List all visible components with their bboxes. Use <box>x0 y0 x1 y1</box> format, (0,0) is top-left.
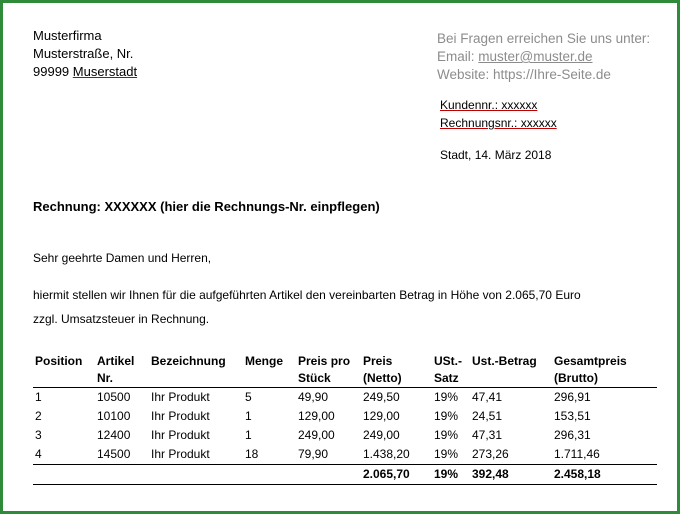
cell-vat-rate: 19% <box>434 428 459 442</box>
cell-empty <box>149 465 243 485</box>
table-row <box>33 426 657 445</box>
cell-vat-amount: 47,31 <box>472 428 503 442</box>
col-header-description: Bezeichnung <box>149 353 243 388</box>
cell-article: 10100 <box>97 409 131 423</box>
sender-city-line <box>33 63 137 81</box>
customer-number: Kundennr.: xxxxxx <box>440 98 538 112</box>
cell-gross: 296,31 <box>554 428 591 442</box>
cell-description: Ihr Produkt <box>151 428 210 442</box>
contact-website-label: Website: <box>437 67 490 82</box>
col-header-vat-rate: USt.- Satz <box>432 353 470 388</box>
sender-company: Musterfirma <box>33 28 102 43</box>
col-header-position: Position <box>33 353 95 388</box>
cell-vat-amount: 24,51 <box>472 409 503 423</box>
contact-email-link[interactable]: muster@muster.de <box>478 49 593 64</box>
cell-net: 129,00 <box>363 409 400 423</box>
cell-position: 2 <box>35 409 42 423</box>
invoice-date: Stadt, 14. März 2018 <box>440 148 552 162</box>
cell-unit-price: 49,90 <box>298 390 329 404</box>
sender-address <box>33 27 137 81</box>
body-text-line-1: hiermit stellen wir Ihnen für die aufgeführten Artikel den vereinbarten Betrag in Höhe von 2.065,70 Euro <box>33 288 581 302</box>
table-row <box>33 445 657 465</box>
cell-net: 249,50 <box>363 390 400 404</box>
table-row <box>33 407 657 426</box>
cell-position: 3 <box>35 428 42 442</box>
col-header-unit-price: Preis pro Stück <box>296 353 361 388</box>
contact-email-line <box>437 48 650 66</box>
cell-gross: 1.711,46 <box>552 445 657 465</box>
total-vat-rate: 19% <box>432 465 470 485</box>
cell-unit-price: 129,00 <box>298 409 335 423</box>
cell-gross: 296,91 <box>554 390 591 404</box>
cell-position: 4 <box>33 445 95 465</box>
cell-empty <box>243 465 296 485</box>
invoice-subject: Rechnung: XXXXXX (hier die Rechnungs-Nr. einpflegen) <box>33 199 380 214</box>
cell-gross: 153,51 <box>554 409 591 423</box>
table-header-row <box>33 353 657 388</box>
sender-city: Muserstadt <box>72 64 138 79</box>
contact-website-line <box>437 66 650 84</box>
cell-unit-price: 249,00 <box>298 428 335 442</box>
contact-email-label: Email: <box>437 49 475 64</box>
col-header-gross: Gesamtpreis (Brutto) <box>552 353 657 388</box>
cell-vat-rate: 19% <box>432 445 470 465</box>
cell-article: 14500 <box>95 445 149 465</box>
cell-article: 10500 <box>97 390 131 404</box>
total-vat-amount: 392,48 <box>470 465 552 485</box>
cell-quantity: 18 <box>243 445 296 465</box>
cell-net: 1.438,20 <box>361 445 432 465</box>
cell-empty <box>33 465 95 485</box>
cell-description: Ihr Produkt <box>151 409 210 423</box>
invoice-table <box>33 353 657 485</box>
cell-empty <box>95 465 149 485</box>
customer-reference <box>440 96 557 132</box>
cell-unit-price: 79,90 <box>296 445 361 465</box>
sender-street: Musterstraße, Nr. <box>33 46 134 61</box>
col-header-net: Preis (Netto) <box>361 353 432 388</box>
cell-description: Ihr Produkt <box>149 445 243 465</box>
col-header-article: Artikel Nr. <box>95 353 149 388</box>
cell-net: 249,00 <box>363 428 400 442</box>
cell-vat-rate: 19% <box>434 409 459 423</box>
sender-zip: 99999 <box>33 64 70 79</box>
greeting: Sehr geehrte Damen und Herren, <box>33 251 212 265</box>
col-header-vat-amount: Ust.-Betrag <box>470 353 552 388</box>
cell-description: Ihr Produkt <box>151 390 210 404</box>
cell-quantity: 1 <box>245 428 252 442</box>
cell-quantity: 5 <box>245 390 252 404</box>
contact-intro: Bei Fragen erreichen Sie uns unter: <box>437 31 651 46</box>
cell-vat-amount: 273,26 <box>470 445 552 465</box>
cell-article: 12400 <box>97 428 131 442</box>
contact-website: https://Ihre-Seite.de <box>493 67 611 82</box>
body-text-line-2: zzgl. Umsatzsteuer in Rechnung. <box>33 312 210 326</box>
cell-vat-amount: 47,41 <box>472 390 503 404</box>
cell-position: 1 <box>35 390 42 404</box>
contact-block <box>437 30 650 84</box>
col-header-quantity: Menge <box>243 353 296 388</box>
cell-empty <box>296 465 361 485</box>
totals-row <box>33 465 657 485</box>
invoice-number: Rechnungsnr.: xxxxxx <box>440 116 557 130</box>
cell-vat-rate: 19% <box>434 390 459 404</box>
total-gross: 2.458,18 <box>552 465 657 485</box>
table-row <box>33 388 657 408</box>
total-net: 2.065,70 <box>361 465 432 485</box>
cell-quantity: 1 <box>245 409 252 423</box>
